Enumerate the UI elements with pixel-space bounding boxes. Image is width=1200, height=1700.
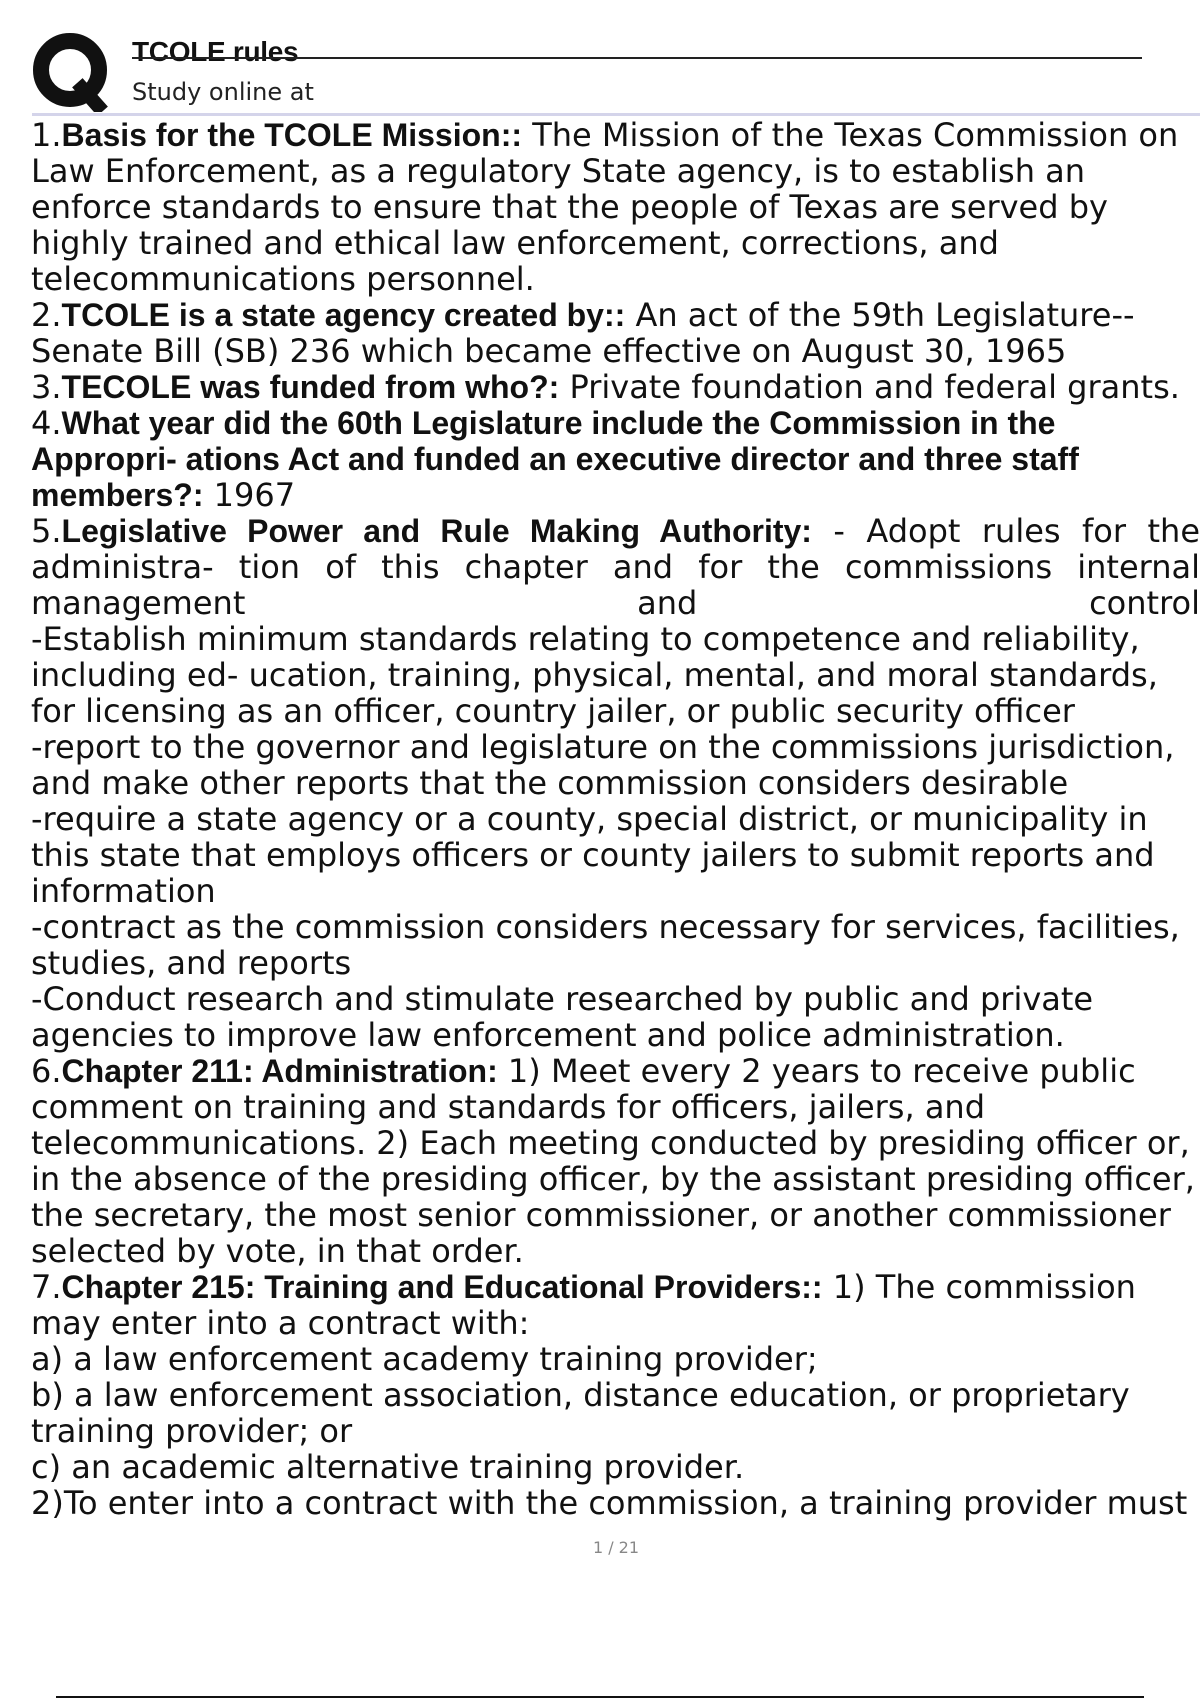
term: Basis for the TCOLE Mission::: [61, 117, 523, 153]
definition-bullet: -contract as the commission considers necessary for services, facilities, studies, and reports: [31, 908, 1180, 982]
term: What year did the 60th Legislature include the Commission in the Appropri- ations Act and funded an executive director and three staff members?:: [31, 405, 1079, 513]
quizlet-logo-icon: [32, 32, 112, 112]
flashcard-item-5: [31, 513, 1200, 1053]
term: TCOLE is a state agency created by::: [61, 297, 626, 333]
definition-bullet: -require a state agency or a county, special district, or municipality in this state that employs officers or county jailers to submit reports and information: [31, 800, 1155, 910]
item-number: 7.: [31, 1268, 62, 1306]
definition: 1967: [203, 476, 296, 514]
title-underline: [132, 57, 1142, 59]
footer-divider: [56, 1696, 1144, 1698]
definition-bullet: -Establish minimum standards relating to competence and reliability, including ed- ucation, training, physical, mental, and moral standards, for licensing as an officer, country jailer, or public security officer: [31, 620, 1158, 730]
flashcard-item-3: [31, 369, 1200, 405]
item-number: 3.: [31, 368, 62, 406]
term: Legislative Power and Rule Making Authority:: [61, 513, 812, 549]
item-number: 6.: [31, 1052, 62, 1090]
term: Chapter 211: Administration:: [61, 1053, 498, 1089]
term: Chapter 215: Training and Educational Providers::: [61, 1269, 823, 1305]
definition-line: b) a law enforcement association, distance education, or proprietary training provider; or: [31, 1376, 1130, 1450]
definition-line: c) an academic alternative training provider.: [31, 1448, 745, 1486]
item-number: 4.: [31, 404, 62, 442]
flashcard-item-2: [31, 297, 1200, 369]
definition: 1) The commission may enter into a contract with:: [31, 1268, 1136, 1342]
item-first-paragraph: [31, 513, 1200, 621]
definition: The Mission of the Texas Commission on Law Enforcement, as a regulatory State agency, is to establish an enforce standards to ensure that the people of Texas are served by highly trained and ethical law enforcement, corrections, and telecommunications personnel.: [31, 116, 1179, 298]
item-number: 5.: [31, 512, 62, 550]
definition-line: a) a law enforcement academy training provider;: [31, 1340, 818, 1378]
definition: An act of the 59th Legislature--Senate Bill (SB) 236 which became effective on August 30, 1965: [31, 296, 1135, 370]
document-title: TCOLE rules: [132, 36, 299, 67]
flashcard-item-1: [31, 117, 1200, 297]
flashcard-item-7: [31, 1269, 1200, 1521]
definition-bullet: -report to the governor and legislature on the commissions jurisdiction, and make other reports that the commission considers desirable: [31, 728, 1175, 802]
study-online-label: Study online at: [132, 78, 314, 106]
definition: Private foundation and federal grants.: [559, 368, 1180, 406]
definition-line: 2)To enter into a contract with the commission, a training provider must: [31, 1484, 1188, 1522]
term: TECOLE was funded from who?:: [61, 369, 560, 405]
flashcard-list: [31, 117, 1200, 1521]
page-indicator: 1 / 21: [592, 1538, 640, 1557]
definition: - Adopt rules for the administra- tion of this chapter and for the commissions internal management and control: [31, 512, 1200, 622]
definition: 1) Meet every 2 years to receive public comment on training and standards for officers, jailers, and telecommunications. 2) Each meeting conducted by presiding officer or, in the absence of the presiding officer, by the assistant presiding officer, the secretary, the most senior commissioner, or another commissioner selected by vote, in that order.: [31, 1052, 1195, 1270]
definition-bullet: -Conduct research and stimulate researched by public and private agencies to improve law enforcement and police administration.: [31, 980, 1094, 1054]
flashcard-item-4: [31, 405, 1200, 513]
flashcard-item-6: [31, 1053, 1200, 1269]
item-number: 1.: [31, 116, 62, 154]
item-number: 2.: [31, 296, 62, 334]
